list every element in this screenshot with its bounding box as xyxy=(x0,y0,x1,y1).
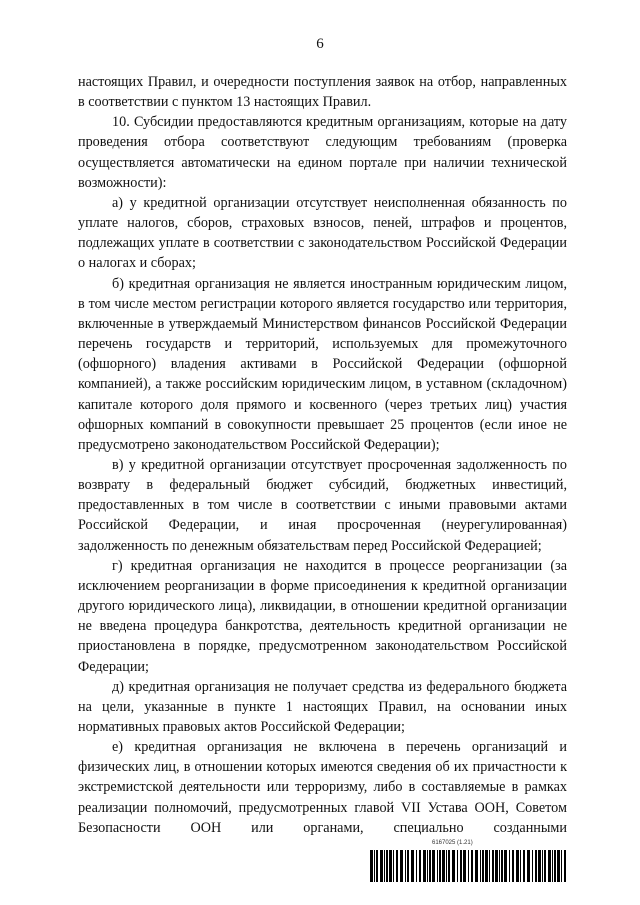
paragraph-10v: в) у кредитной организации отсутствует просроченная задолженность по возврату в федеральный бюджет субсидий, бюджетных инвестиций, предоставленных в том числе в соответствии с иными правовыми актами Российской Федерации, и иная просроченная (неурегулированная) задолженность по денежным обязательствам перед Российской Федерацией; xyxy=(78,456,567,554)
document-body xyxy=(78,72,567,838)
paragraph-10: 10. Субсидии предоставляются кредитным организациям, которые на дату проведения отбора соответствуют следующим требованиям (проверка осуществляется автоматически на едином портале при наличии технической возможности): xyxy=(78,114,567,191)
document-code: 6167025 (1.21) xyxy=(432,840,473,846)
paragraph-continuation: настоящих Правил, и очередности поступления заявок на отбор, направленных в соответствии с пунктом 13 настоящих Правил. xyxy=(78,74,567,111)
paragraph-10e: е) кредитная организация не включена в перечень организаций и физических лиц, в отношении которых имеются сведения об их причастности к экстремистской деятельности или терроризму, либо в составляемые в рамках реализации полномочий, предусмотренных главой VII Устава ООН, Советом Безопасности ООН или органами, специально созданными xyxy=(78,739,567,836)
barcode-image xyxy=(370,850,566,882)
paragraph-10g: г) кредитная организация не находится в процессе реорганизации (за исключением реорганизации в форме присоединения к кредитной организации другого юридического лица), ликвидации, в отношении кредитной организации не введена процедура банкротства, деятельность кредитной организации не приостановлена в порядке, предусмотренном законодательством Российской Федерации; xyxy=(78,557,567,675)
paragraph-10a: а) у кредитной организации отсутствует неисполненная обязанность по уплате налогов, сборов, страховых взносов, пеней, штрафов и процентов, подлежащих уплате в соответствии с законодательством Российской Федерации о налогах и сборах; xyxy=(78,194,567,272)
paragraph-10b: б) кредитная организация не является иностранным юридическим лицом, в том числе местом регистрации которого является государство или территория, включенные в утверждаемый Министерством финансов Российской Федерации перечень государств и территорий, используемых для промежуточного (офшорного) владения активами в Российской Федерации (офшорной компанией), а также российским юридическим лицом, в уставном (складочном) капитале которого доля прямого и косвенного (через третьих лиц) участия офшорных компаний в совокупности превышает 25 процентов (если иное не предусмотрено законодательством Российской Федерации); xyxy=(78,275,567,453)
paragraph-10d: д) кредитная организация не получает средства из федерального бюджета на цели, указанные в пункте 1 настоящих Правил, на основании иных нормативных правовых актов Российской Федерации; xyxy=(78,678,567,735)
page-number: 6 xyxy=(316,36,324,52)
